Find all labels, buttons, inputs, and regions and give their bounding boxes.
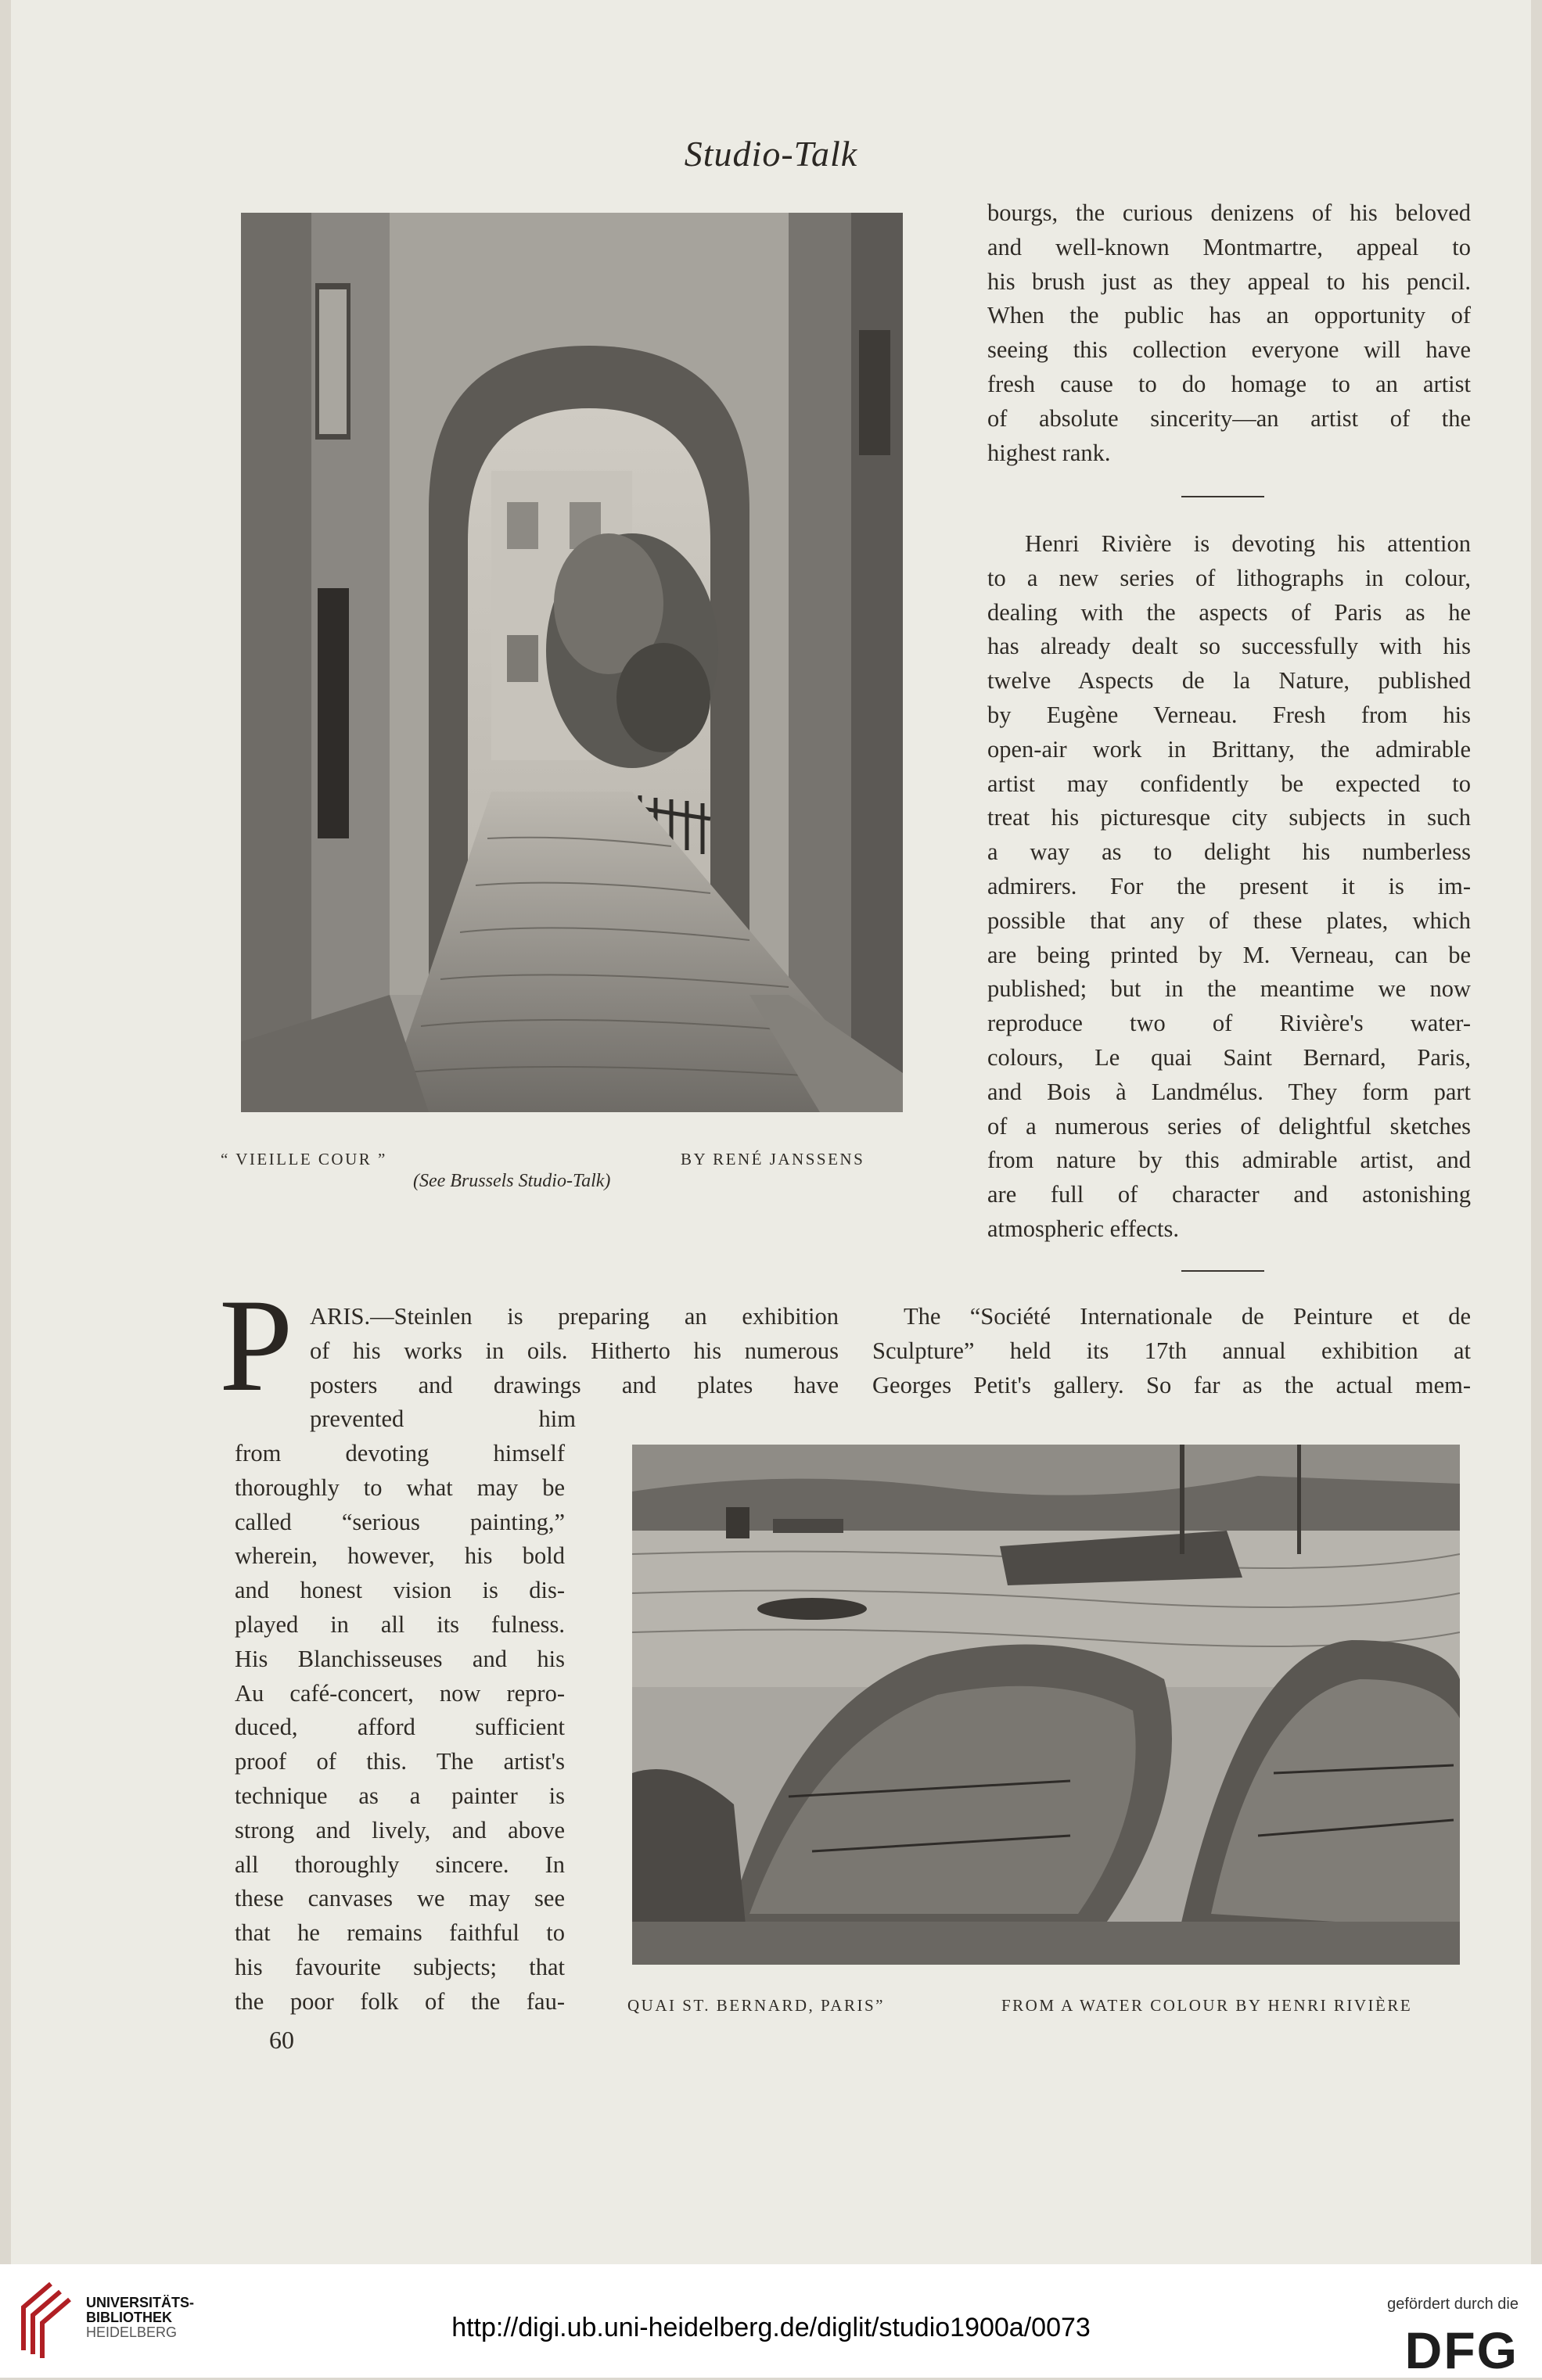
text-line: Henri Rivière is devoting his attention [1025, 530, 1471, 557]
text-line: wherein, however, his bold [235, 1542, 565, 1570]
text-line: strong and lively, and above [235, 1816, 565, 1843]
text-line: Au café-concert, now repro- [235, 1679, 565, 1707]
source-url-link[interactable]: http://digi.ub.uni-heidelberg.de/diglit/studio1900a/0073 [451, 2313, 1091, 2342]
text-line: open-air work in Brittany, the admirable [987, 735, 1471, 763]
digitization-footer [0, 2264, 1542, 2378]
right-lower-column [872, 1300, 1471, 1402]
text-line: artist may confidently be expected to [987, 770, 1471, 797]
text-line: and well-known Montmartre, appeal to [987, 233, 1471, 260]
text-line: atmospheric effects. [987, 1215, 1180, 1242]
river-barges-illustration [632, 1445, 1460, 1965]
text-line: twelve Aspects de la Nature, published [987, 667, 1471, 695]
text-line: are full of character and astonishing [987, 1181, 1471, 1208]
text-line: When the public has an opportunity of [987, 302, 1471, 329]
plate1-caption-note: (See Brussels Studio-Talk) [413, 1171, 611, 1191]
funder-label: gefördert durch die [1387, 2296, 1519, 2313]
text-line: His Blanchisseuses and his [235, 1645, 565, 1672]
text-line: called “serious painting,” [235, 1508, 565, 1535]
text-line: has already dealt so successfully with his [987, 633, 1471, 660]
text-line: seeing this collection everyone will have [987, 336, 1471, 364]
text-line: played in all its fulness. [235, 1610, 565, 1638]
library-line: HEIDELBERG [86, 2324, 178, 2340]
plate-vieille-cour [241, 213, 903, 1112]
text-line: colours, Le quai Saint Bernard, Paris, [987, 1043, 1471, 1071]
text-line: possible that any of these plates, which [987, 906, 1471, 934]
text-line: thoroughly to what may be [235, 1474, 565, 1501]
text-line: proof of this. The artist's [235, 1748, 565, 1775]
text-line: all thoroughly sincere. In [235, 1851, 565, 1878]
courtyard-illustration [241, 213, 903, 1112]
dfg-logo: DFG [1404, 2321, 1519, 2379]
left-column-narrow [235, 1437, 565, 2019]
library-line: UNIVERSITÄTS- [86, 2295, 195, 2310]
text-line: admirers. For the present it is im- [987, 872, 1471, 899]
text-line: technique as a painter is [235, 1782, 565, 1809]
paragraph-bourgs [987, 196, 1471, 470]
text-line: these canvases we may see [235, 1885, 565, 1912]
library-line: BIBLIOTHEK [86, 2310, 172, 2325]
plate-quai-st-bernard [632, 1445, 1460, 1965]
text-line: of a numerous series of delightful sketches [987, 1112, 1471, 1140]
section-rule [1181, 496, 1264, 497]
drop-cap: P [219, 1272, 293, 1419]
text-line: dealing with the aspects of Paris as he [987, 598, 1471, 626]
text-line: a way as to delight his numberless [987, 838, 1471, 866]
text-line: reproduce two of Rivière's water- [987, 1010, 1471, 1037]
section-rule [1181, 1270, 1264, 1272]
plate1-caption-artist: BY RENÉ JANSSENS [681, 1150, 865, 1168]
text-line: fresh cause to do homage to an artist [987, 370, 1471, 397]
text-line: The “Société Internationale de Peinture et de [904, 1303, 1471, 1330]
text-line: his brush just as they appeal to his pencil. [987, 267, 1471, 295]
riviere-column [987, 527, 1471, 1247]
text-line: by Eugène Verneau. Fresh from his [987, 701, 1471, 728]
text-line: his favourite subjects; that [235, 1953, 565, 1980]
text-line: to a new series of lithographs in colour, [987, 564, 1471, 591]
text-line: Georges Petit's gallery. So far as the actual mem- [872, 1371, 1471, 1398]
text-line: and Bois à Landmélus. They form part [987, 1078, 1471, 1105]
text-line: duced, afford sufficient [235, 1714, 565, 1741]
page-number: 60 [269, 2026, 294, 2054]
left-column-indent [310, 1402, 576, 1437]
plate2-caption-title: QUAI ST. BERNARD, PARIS” [627, 1996, 885, 2015]
text-line: of his works in oils. Hitherto his numerous [310, 1337, 839, 1364]
plate1-caption-title: “ VIEILLE COUR ” [221, 1150, 387, 1168]
text-line: and honest vision is dis- [235, 1577, 565, 1604]
text-line: Sculpture” held its 17th annual exhibition at [872, 1337, 1471, 1364]
top-right-column [987, 196, 1471, 470]
text-line: from nature by this admirable artist, and [987, 1147, 1471, 1174]
text-line: prevented him [310, 1405, 576, 1432]
running-head: Studio-Talk [684, 134, 858, 174]
text-line: posters and drawings and plates have [310, 1371, 839, 1398]
plate2-caption-artist: FROM A WATER COLOUR BY HENRI RIVIÈRE [1001, 1996, 1413, 2015]
text-line: highest rank. [987, 439, 1111, 466]
left-column-top [310, 1300, 839, 1402]
paragraph-riviere [987, 527, 1471, 1247]
text-line: bourgs, the curious denizens of his beloved [987, 199, 1471, 226]
text-line: that he remains faithful to [235, 1919, 565, 1947]
text-line: are being printed by M. Verneau, can be [987, 941, 1471, 968]
text-line: published; but in the meantime we now [987, 975, 1471, 1003]
text-line: treat his picturesque city subjects in such [987, 804, 1471, 831]
text-line: the poor folk of the fau- [235, 1987, 565, 2015]
text-line: ARIS.—Steinlen is preparing an exhibition [310, 1303, 839, 1330]
text-line: from devoting himself [235, 1440, 565, 1466]
text-line: of absolute sincerity—an artist of the [987, 404, 1471, 432]
